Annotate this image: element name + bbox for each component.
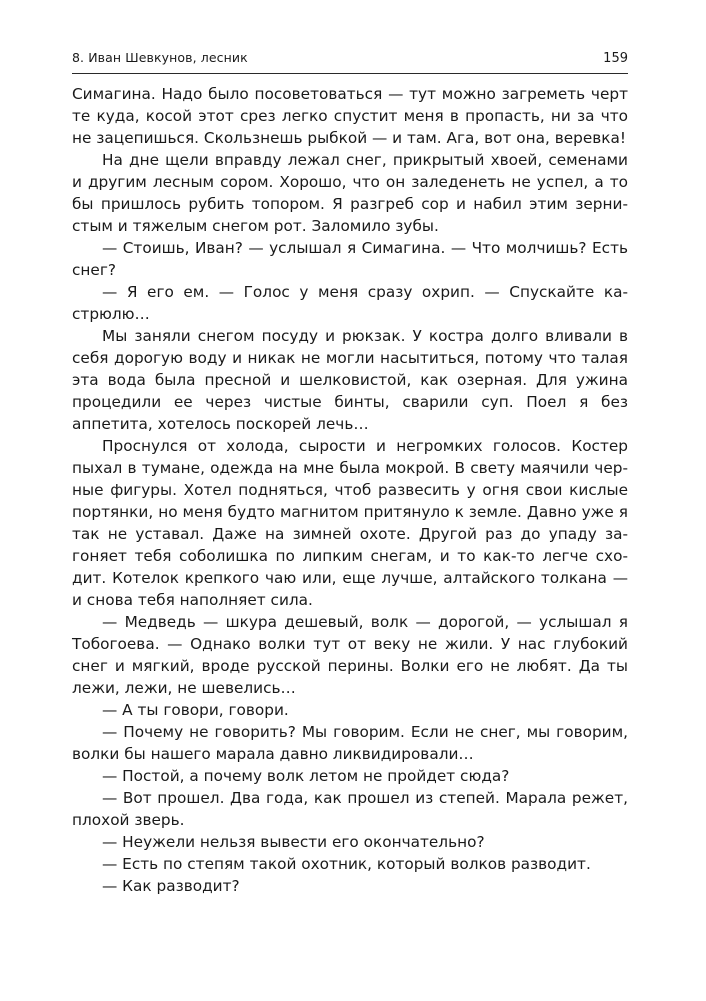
paragraph: — Вот прошел. Два года, как прошел из степей. Марала режет, плохой зверь.: [72, 789, 628, 829]
page-number: 159: [603, 51, 628, 66]
book-page: [72, 50, 628, 897]
paragraph: Проснулся от холода, сырости и негромких голосов. Костер пыхал в тумане, одежда на мне была мокрой. В свету маячили черные фигуры. Хотел подняться, чтоб развесить у огня свои кислые портянки, но меня будто магнитом притянуло к земле. Давно уже я так не уставал. Даже на зимней охоте. Другой раз до упаду загоняет тебя соболишка по липким снегам, и то как-то легче сходит. Котелок крепкого чаю или, еще лучше, алтайского толкана — и снова тебя наполняет сила.: [72, 437, 628, 609]
paragraph: — Стоишь, Иван? — услышал я Симагина. — Что молчишь? Есть снег?: [72, 239, 628, 279]
paragraph: — Неужели нельзя вывести его окончательно?: [102, 833, 485, 851]
paragraph: — Постой, а почему волк летом не пройдет сюда?: [102, 767, 510, 785]
paragraph: — Почему не говорить? Мы говорим. Если не снег, мы говорим, волки бы нашего марала давно ликвидировали…: [72, 723, 628, 763]
paragraph: — Как разводит?: [102, 877, 240, 895]
paragraph: На дне щели вправду лежал снег, прикрытый хвоей, семенами и другим лесным сором. Хорошо, что он заледенеть не успел, а то бы пришлось рубить топором. Я разгреб сор и набил этим зернистым и тяжелым снегом рот. Заломило зубы.: [72, 151, 628, 235]
paragraph: — Я его ем. — Голос у меня сразу охрип. — Спускайте кастрюлю…: [72, 283, 628, 323]
paragraph: Симагина. Надо было посоветоваться — тут можно загреметь черт те куда, косой этот срез легко спустит меня в пропасть, ни за что не зацепишься. Скользнешь рыбкой — и там. Ага, вот она, веревка!: [72, 85, 628, 147]
body-text: [72, 83, 628, 897]
paragraph: — Есть по степям такой охотник, который волков разводит.: [102, 855, 591, 873]
paragraph: Мы заняли снегом посуду и рюкзак. У костра долго вливали в себя дорогую воду и никак не могли насытиться, потому что талая эта вода была пресной и шелковистой, как озерная. Для ужина процедили ее через чистые бинты, сварили суп. Поел я без аппетита, хотелось поскорей лечь…: [72, 327, 628, 433]
paragraph: — А ты говори, говори.: [102, 701, 289, 719]
paragraph: — Медведь — шкура дешевый, волк — дорогой, — услышал я Тобогоева. — Однако волки тут от веку не жили. У нас глубокий снег и мягкий, вроде русской перины. Волки его не любят. Да ты лежи, лежи, не шевелись…: [72, 613, 628, 697]
running-header: [72, 50, 628, 74]
chapter-title: 8. Иван Шевкунов, лесник: [72, 50, 248, 65]
